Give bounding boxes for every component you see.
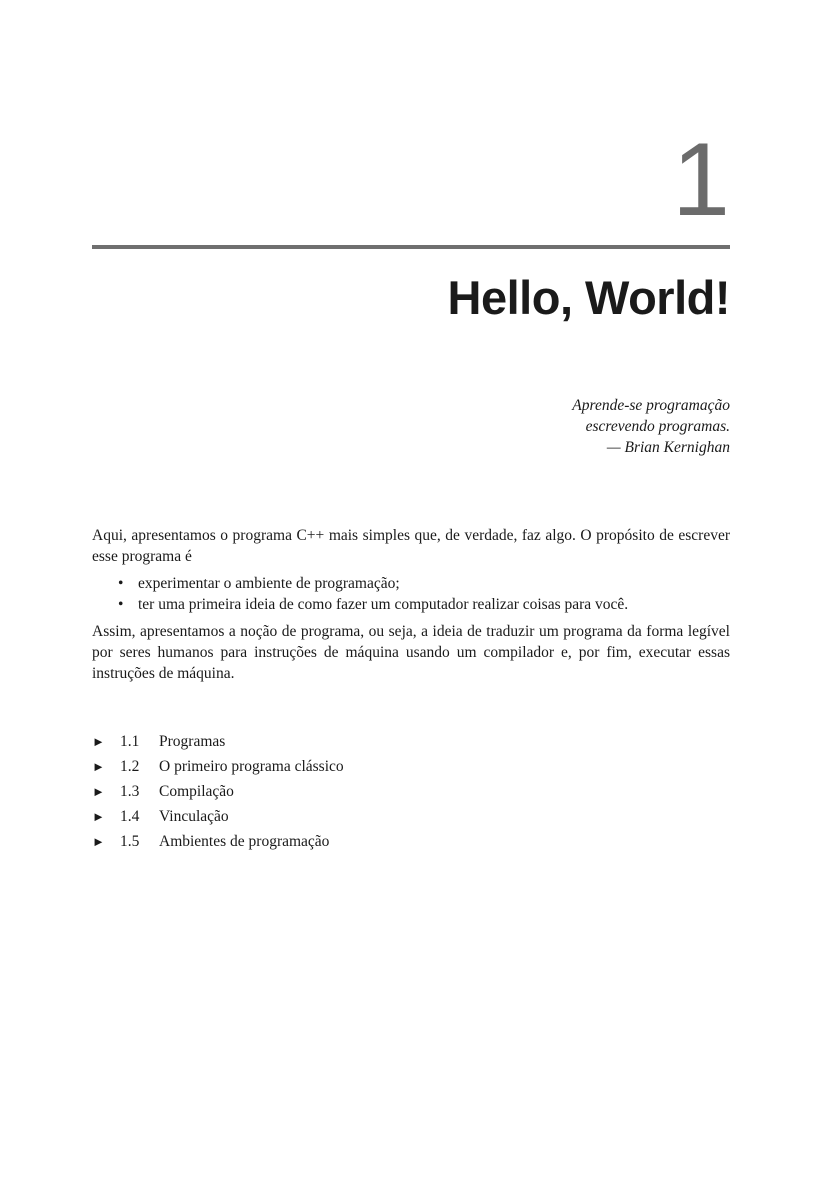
toc-item-number: 1.5 bbox=[120, 832, 140, 850]
chapter-number: 1 bbox=[672, 122, 730, 238]
toc-item-title: O primeiro programa clássico bbox=[159, 757, 344, 775]
toc-item[interactable] bbox=[92, 729, 344, 754]
bullet-item bbox=[118, 573, 730, 594]
bullet-dot-icon: • bbox=[118, 575, 124, 592]
right-triangle-icon: ► bbox=[92, 833, 105, 849]
chapter-divider bbox=[92, 245, 730, 249]
toc-item-number: 1.1 bbox=[120, 732, 140, 750]
intro-bullet-list bbox=[92, 573, 730, 615]
bullet-dot-icon: • bbox=[118, 596, 124, 613]
right-triangle-icon: ► bbox=[92, 808, 105, 824]
right-triangle-icon: ► bbox=[92, 758, 105, 774]
toc-item-title: Programas bbox=[159, 732, 226, 750]
toc-item-title: Compilação bbox=[159, 782, 234, 800]
right-triangle-icon: ► bbox=[92, 733, 105, 749]
toc-item[interactable] bbox=[92, 754, 344, 779]
intro-section bbox=[92, 525, 730, 684]
intro-paragraph: Aqui, apresentamos o programa C++ mais simples que, de verdade, faz algo. O propósito de escrever esse programa é bbox=[92, 527, 730, 565]
toc-item-title: Vinculação bbox=[159, 807, 229, 825]
toc-item-number: 1.3 bbox=[120, 782, 140, 800]
bullet-text: ter uma primeira ideia de como fazer um computador realizar coisas para você. bbox=[138, 596, 629, 613]
toc-item[interactable] bbox=[92, 829, 344, 854]
toc-item-number: 1.4 bbox=[120, 807, 140, 825]
toc-item-number: 1.2 bbox=[120, 757, 140, 775]
toc-item-title: Ambientes de programação bbox=[159, 832, 330, 850]
intro-paragraph: Assim, apresentamos a noção de programa, ou seja, a ideia de traduzir um programa da forma legível por seres humanos para instruções de máquina usando um compilador e, por fim, executar essas instruções de máquina. bbox=[92, 623, 730, 682]
epigraph-line: Aprende-se programação bbox=[572, 397, 730, 414]
toc-item[interactable] bbox=[92, 804, 344, 829]
epigraph bbox=[572, 395, 730, 458]
toc-item[interactable] bbox=[92, 779, 344, 804]
chapter-contents bbox=[92, 729, 344, 854]
bullet-item bbox=[118, 594, 730, 615]
epigraph-attribution: — Brian Kernighan bbox=[606, 439, 730, 456]
bullet-text: experimentar o ambiente de programação; bbox=[138, 575, 400, 592]
right-triangle-icon: ► bbox=[92, 783, 105, 799]
chapter-title: Hello, World! bbox=[447, 271, 730, 324]
epigraph-line: escrevendo programas. bbox=[585, 418, 730, 435]
